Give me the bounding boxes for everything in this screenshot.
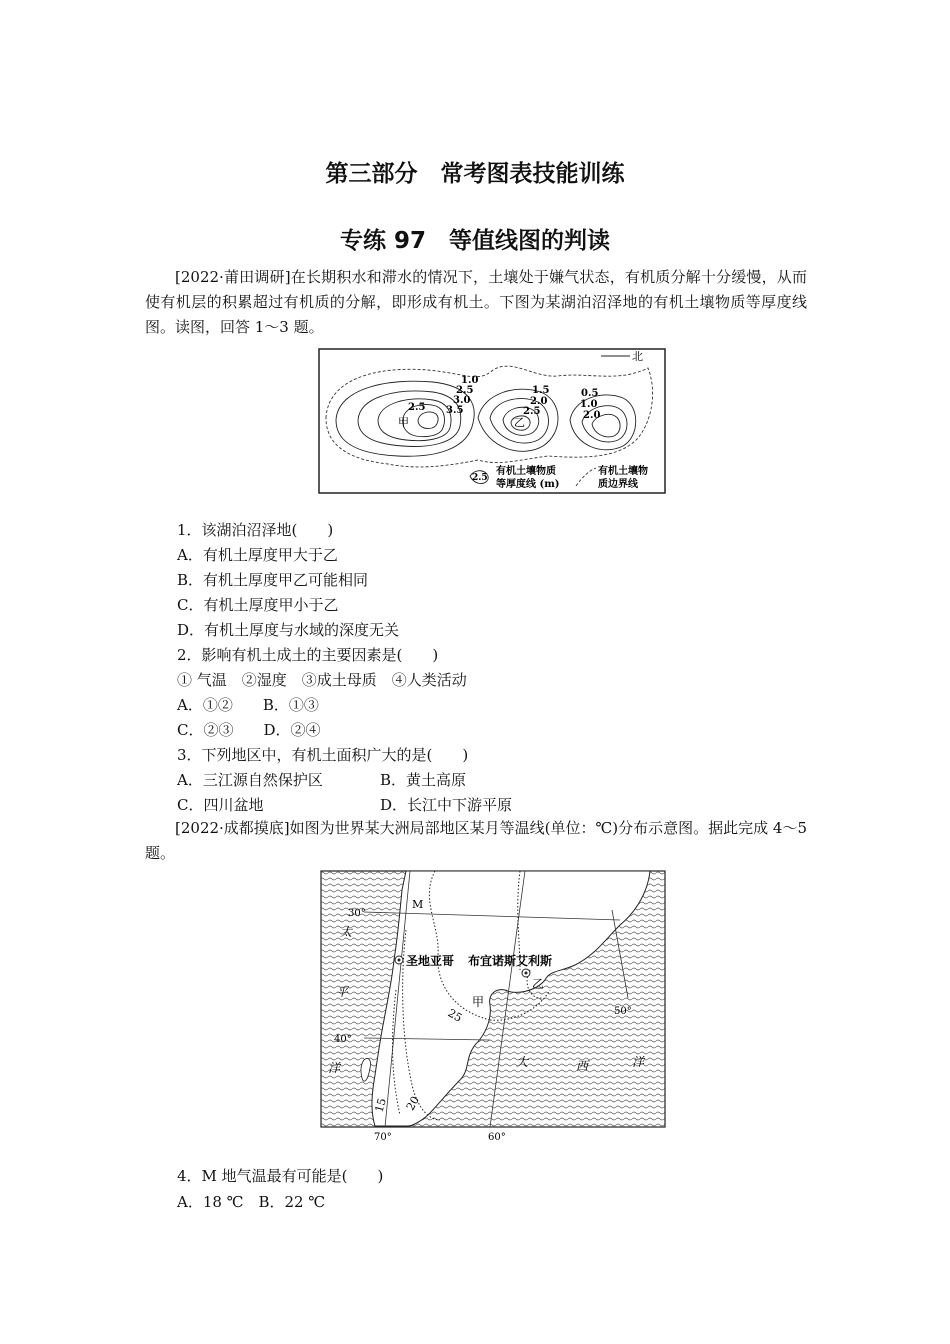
ocean-label: 洋 [328, 1061, 341, 1075]
place-jia: 甲 [472, 995, 485, 1009]
question-3-stem: 3．下列地区中，有机土面积广大的是( ) [177, 746, 469, 764]
place-yi: 乙 [514, 416, 525, 429]
contour-label: 2.0 [583, 410, 601, 421]
ocean-label: 太 [340, 925, 353, 939]
city-santiago: 圣地亚哥 [406, 954, 455, 968]
isotherm-map [320, 870, 666, 1145]
contour-label: 2.0 [530, 396, 548, 407]
question-2-option: C．②③ D．②④ [177, 721, 321, 739]
contour-label: 0.5 [581, 388, 599, 399]
legend-boundary-text: 有机土壤物 [598, 466, 648, 477]
question-2-items: ① 气温 ②湿度 ③成土母质 ④人类活动 [177, 671, 467, 689]
question-3-option: A．三江源自然保护区 [177, 771, 323, 789]
isotherm-15-label: 15 [372, 1096, 389, 1114]
question-3-option: B．黄土高原 [380, 771, 467, 789]
ocean-label: 西 [576, 1059, 589, 1073]
legend-contour-text: 有机土壤物质 [496, 466, 556, 477]
legend-contour-value: 2.5 [472, 473, 488, 483]
question-1-option: A．有机土厚度甲大于乙 [177, 546, 338, 564]
ocean-label: 平 [336, 985, 349, 999]
question-1-stem: 1．该湖泊沼泽地( ) [177, 521, 334, 539]
lon-50-label: 50° [614, 1006, 632, 1017]
lat-40-label: 40° [334, 1034, 352, 1045]
question-4-stem: 4．M 地气温最有可能是( ) [177, 1167, 384, 1185]
lat-30-label: 30° [348, 908, 366, 919]
contour-label: 3.0 [453, 395, 471, 406]
contour-label: 1.0 [580, 399, 598, 410]
legend-contour-text: 等厚度线 (m) [496, 479, 560, 490]
organic-soil-contour-map [318, 348, 666, 494]
question-2-stem: 2．影响有机土成土的主要因素是( ) [177, 646, 439, 664]
legend-boundary-text: 质边界线 [598, 479, 638, 490]
isotherm-20-label: 20 [403, 1094, 423, 1113]
contour-label: 2.5 [408, 402, 426, 413]
contour-label: 1.0 [461, 375, 479, 386]
contour-label: 1.5 [532, 385, 550, 396]
ocean-label: 大 [516, 1055, 529, 1069]
question-1-option: D．有机土厚度与水域的深度无关 [177, 621, 400, 639]
isotherm-25-label: 25 [445, 1006, 465, 1025]
north-label: 北 [632, 350, 643, 363]
contour-label: 2.5 [456, 385, 474, 396]
contour-label: 3.5 [446, 405, 464, 416]
passage-2: [2022·成都摸底]如图为世界某大洲局部地区某月等温线(单位：℃)分布示意图。据此完成 4～5 题。 [145, 819, 807, 862]
question-2-option: A．①② B．①③ [177, 696, 319, 714]
question-4-option: A．18 ℃ B．22 ℃ [177, 1193, 326, 1211]
question-1-option: C．有机土厚度甲小于乙 [177, 596, 339, 614]
place-jia: 甲 [398, 416, 409, 429]
section-title: 专练 97 等值线图的判读 [339, 228, 610, 254]
ocean-label: 洋 [632, 1055, 645, 1069]
label-M: M [412, 898, 424, 911]
lon-70-label: 70° [374, 1132, 392, 1143]
passage-1: [2022·莆田调研]在长期积水和滞水的情况下，土壤处于嫌气状态，有机质分解十分缓慢，从而使有机层的积累超过有机质的分解，即形成有机土。下图为某湖泊沼泽地的有机土壤物质等厚度线图。读图，回答 1～3 题。 [145, 268, 807, 336]
city-buenos-aires: 布宜诺斯艾利斯 [468, 954, 553, 968]
place-yi: 乙 [532, 977, 545, 991]
contour-label: 2.5 [523, 406, 541, 417]
question-3-option: C．四川盆地 [177, 796, 264, 814]
question-3-option: D．长江中下游平原 [380, 796, 513, 814]
lon-60-label: 60° [488, 1132, 506, 1143]
part-title: 第三部分 常考图表技能训练 [325, 161, 625, 187]
question-1-option: B．有机土厚度甲乙可能相同 [177, 571, 369, 589]
